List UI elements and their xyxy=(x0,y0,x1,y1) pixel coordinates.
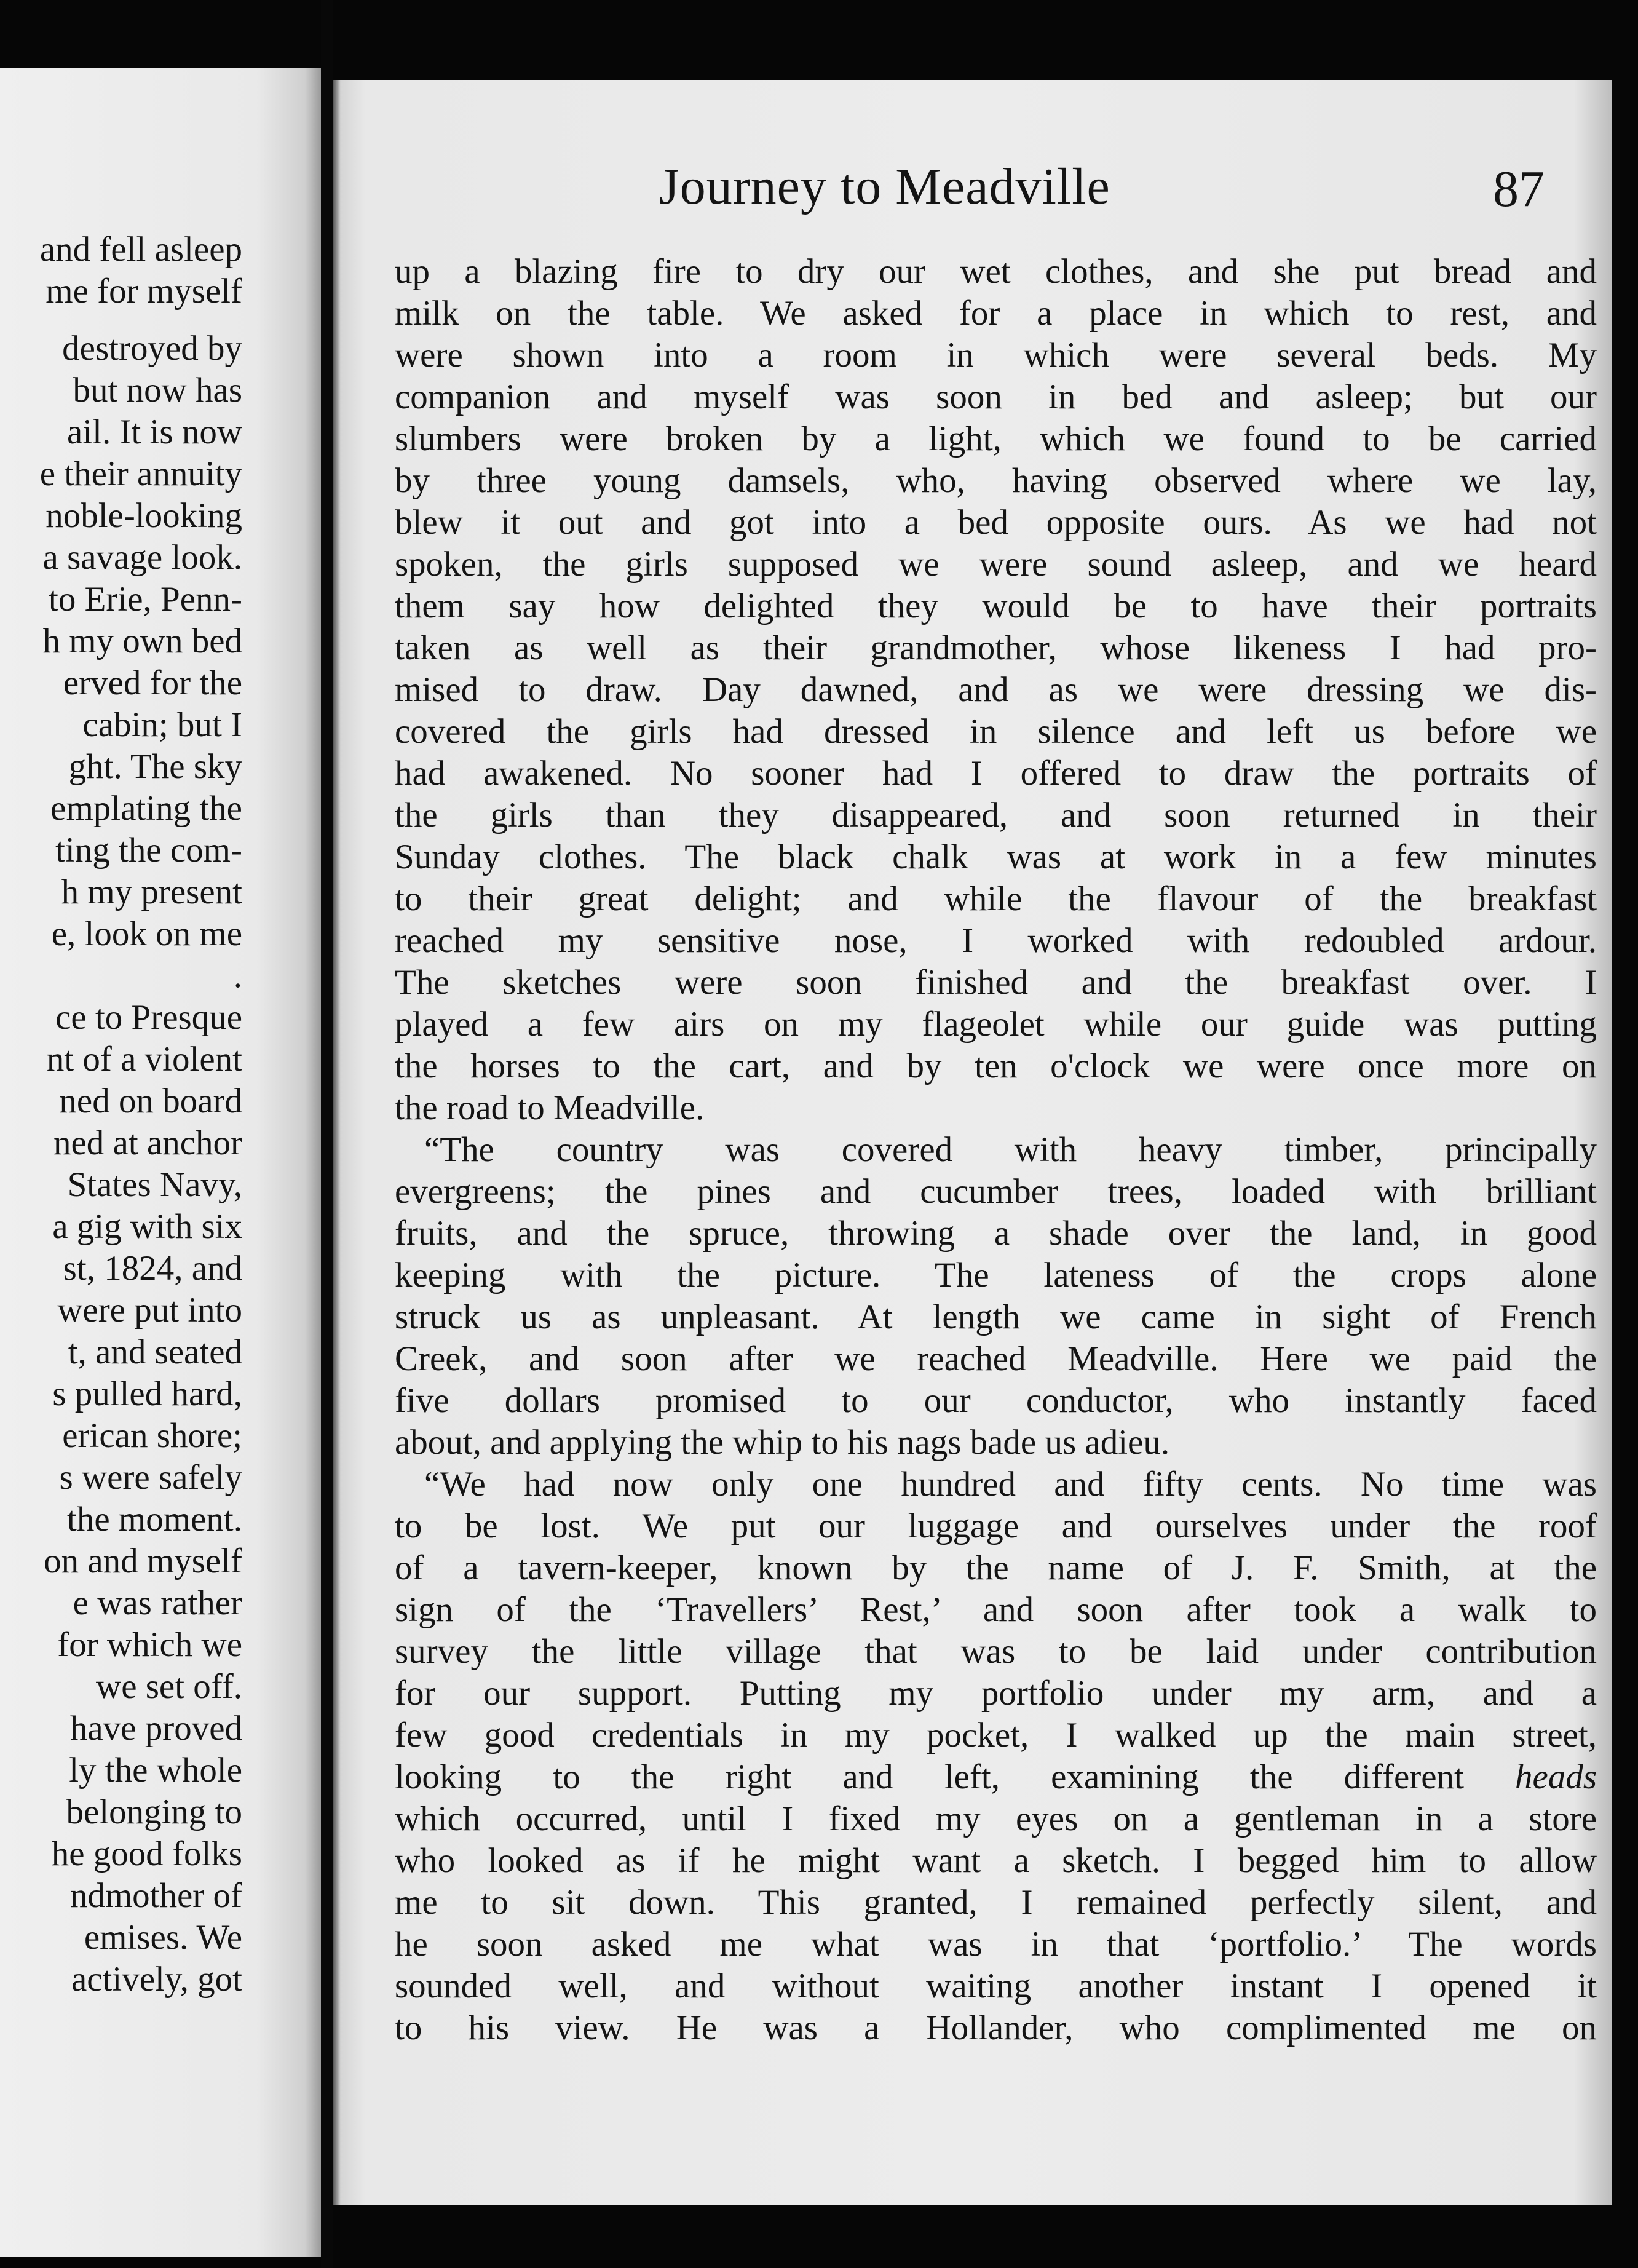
text-line: played a few airs on my flageolet while our guide was putting xyxy=(395,1005,1597,1044)
body-text xyxy=(395,251,1597,2049)
left-page-line: on and myself xyxy=(44,1542,242,1580)
text-line: of a tavern-keeper, known by the name of J. F. Smith, at the xyxy=(395,1548,1597,1587)
text-line: “The country was covered with heavy timber, principally xyxy=(424,1130,1597,1169)
text-line: looking to the right and left, examining the different heads xyxy=(395,1758,1597,1796)
left-page-line: erican shore; xyxy=(62,1416,242,1455)
left-page-line: ndmother of xyxy=(69,1876,242,1915)
left-page-line: a savage look. xyxy=(42,538,242,577)
text-line: evergreens; the pines and cucumber trees, loaded with brilliant xyxy=(395,1172,1597,1211)
text-line: mised to draw. Day dawned, and as we were dressing we dis- xyxy=(395,670,1597,709)
left-page-line: a gig with six xyxy=(52,1207,242,1246)
text-line: covered the girls had dressed in silence and left us before we xyxy=(395,712,1597,751)
text-line: The sketches were soon finished and the breakfast over. I xyxy=(395,963,1597,1002)
left-page-line: but now has xyxy=(73,371,242,410)
left-page-line: actively, got xyxy=(71,1960,242,1999)
left-page-line: States Navy, xyxy=(67,1165,242,1204)
text-line: by three young damsels, who, having observed where we lay, xyxy=(395,461,1597,500)
left-page-line: erved for the xyxy=(63,664,242,702)
text-line: Creek, and soon after we reached Meadville. Here we paid the xyxy=(395,1339,1597,1378)
text-line: companion and myself was soon in bed and asleep; but our xyxy=(395,378,1597,416)
text-line: to their great delight; and while the flavour of the breakfast xyxy=(395,879,1597,918)
text-line: up a blazing fire to dry our wet clothes, and she put bread and xyxy=(395,252,1597,291)
left-page-line: we set off. xyxy=(96,1667,242,1706)
text-line: slumbers were broken by a light, which we found to be carried xyxy=(395,419,1597,458)
text-line: them say how delighted they would be to have their portraits xyxy=(395,587,1597,625)
left-page-line: h my present xyxy=(61,873,242,911)
text-line: Sunday clothes. The black chalk was at work in a few minutes xyxy=(395,838,1597,876)
text-line: had awakened. No sooner had I offered to draw the portraits of xyxy=(395,754,1597,793)
text-line: struck us as unpleasant. At length we came in sight of French xyxy=(395,1298,1597,1336)
left-page-line: st, 1824, and xyxy=(63,1249,242,1288)
left-page-line: to Erie, Penn- xyxy=(48,580,242,619)
italic-word: heads xyxy=(1515,1758,1597,1796)
spine-shadow xyxy=(333,80,341,2205)
text-line: the road to Meadville. xyxy=(395,1088,705,1127)
text-line: “We had now only one hundred and fifty cents. No time was xyxy=(424,1465,1597,1504)
left-page-line: e, look on me xyxy=(51,914,242,953)
text-line: me to sit down. This granted, I remained perfectly silent, and xyxy=(395,1883,1597,1922)
text-line: the horses to the cart, and by ten o'clock we were once more on xyxy=(395,1047,1597,1085)
text-line: reached my sensitive nose, I worked with redoubled ardour. xyxy=(395,921,1597,960)
text-line: sounded well, and without waiting another instant I opened it xyxy=(395,1967,1597,2005)
left-page-line: belonging to xyxy=(66,1793,242,1831)
left-page-line: s were safely xyxy=(59,1458,242,1497)
left-page-line: were put into xyxy=(57,1291,242,1330)
text-line: keeping with the picture. The lateness of the crops alone xyxy=(395,1256,1597,1295)
left-page-line: he good folks xyxy=(51,1834,242,1873)
text-line: spoken, the girls supposed we were sound asleep, and we heard xyxy=(395,545,1597,584)
left-page-line: for which we xyxy=(57,1625,242,1664)
text-line: five dollars promised to our conductor, who instantly faced xyxy=(395,1381,1597,1420)
text-line: to his view. He was a Hollander, who complimented me on xyxy=(395,2008,1597,2047)
left-page-line: ce to Presque xyxy=(55,998,242,1037)
left-page-line: emises. We xyxy=(84,1918,242,1957)
facing-page-text xyxy=(0,229,242,2000)
left-page-line: s pulled hard, xyxy=(52,1374,242,1413)
left-page-line: noble-looking xyxy=(46,496,242,535)
left-page-line: ting the com- xyxy=(55,831,242,870)
text-line: about, and applying the whip to his nags bade us adieu. xyxy=(395,1423,1170,1462)
facing-page-left xyxy=(0,68,321,2257)
text-line: survey the little village that was to be laid under contribution xyxy=(395,1632,1597,1671)
left-page-line: ail. It is now xyxy=(67,413,242,451)
text-line: sign of the ‘Travellers’ Rest,’ and soon after took a walk to xyxy=(395,1590,1597,1629)
text-line: were shown into a room in which were several beds. My xyxy=(395,336,1597,375)
running-head-title: Journey to Meadville xyxy=(659,158,1110,215)
left-page-line: t, and seated xyxy=(68,1333,242,1371)
left-page-line: . xyxy=(233,956,242,995)
left-page-line: e was rather xyxy=(73,1584,242,1622)
left-page-line: ght. The sky xyxy=(68,747,242,786)
left-page-line: ned at anchor xyxy=(53,1124,242,1162)
left-page-line: and fell asleep xyxy=(39,230,242,269)
left-page-line: h my own bed xyxy=(42,622,242,660)
text-line: to be lost. We put our luggage and ourselves under the roof xyxy=(395,1507,1597,1545)
page-number: 87 xyxy=(1493,161,1545,218)
book-gutter xyxy=(321,0,333,2268)
left-page-line: nt of a violent xyxy=(46,1040,242,1079)
left-page-line: ned on board xyxy=(59,1082,242,1120)
text-line: which occurred, until I fixed my eyes on a gentleman in a store xyxy=(395,1799,1597,1838)
left-page-line: cabin; but I xyxy=(82,705,242,744)
text-line: few good credentials in my pocket, I walked up the main street, xyxy=(395,1716,1597,1755)
text-line: fruits, and the spruce, throwing a shade over the land, in good xyxy=(395,1214,1597,1253)
page-87 xyxy=(333,80,1612,2205)
text-line: for our support. Putting my portfolio under my arm, and a xyxy=(395,1674,1597,1713)
left-page-line: me for myself xyxy=(46,272,242,311)
text-line: who looked as if he might want a sketch. I begged him to allow xyxy=(395,1841,1597,1880)
text-line: taken as well as their grandmother, whose likeness I had pro- xyxy=(395,628,1597,667)
text-line: milk on the table. We asked for a place in which to rest, and xyxy=(395,294,1597,333)
text-line: the girls than they disappeared, and soon returned in their xyxy=(395,796,1597,835)
left-page-line: ly the whole xyxy=(69,1751,242,1790)
left-page-line: e their annuity xyxy=(39,454,242,493)
left-page-line: have proved xyxy=(69,1709,242,1748)
left-page-line: emplating the xyxy=(50,789,242,828)
text-line: he soon asked me what was in that ‘portfolio.’ The words xyxy=(395,1925,1597,1964)
running-head xyxy=(333,157,1612,224)
text-line: blew it out and got into a bed opposite ours. As we had not xyxy=(395,503,1597,542)
left-page-line: destroyed by xyxy=(62,329,242,368)
left-page-line: the moment. xyxy=(67,1500,242,1539)
